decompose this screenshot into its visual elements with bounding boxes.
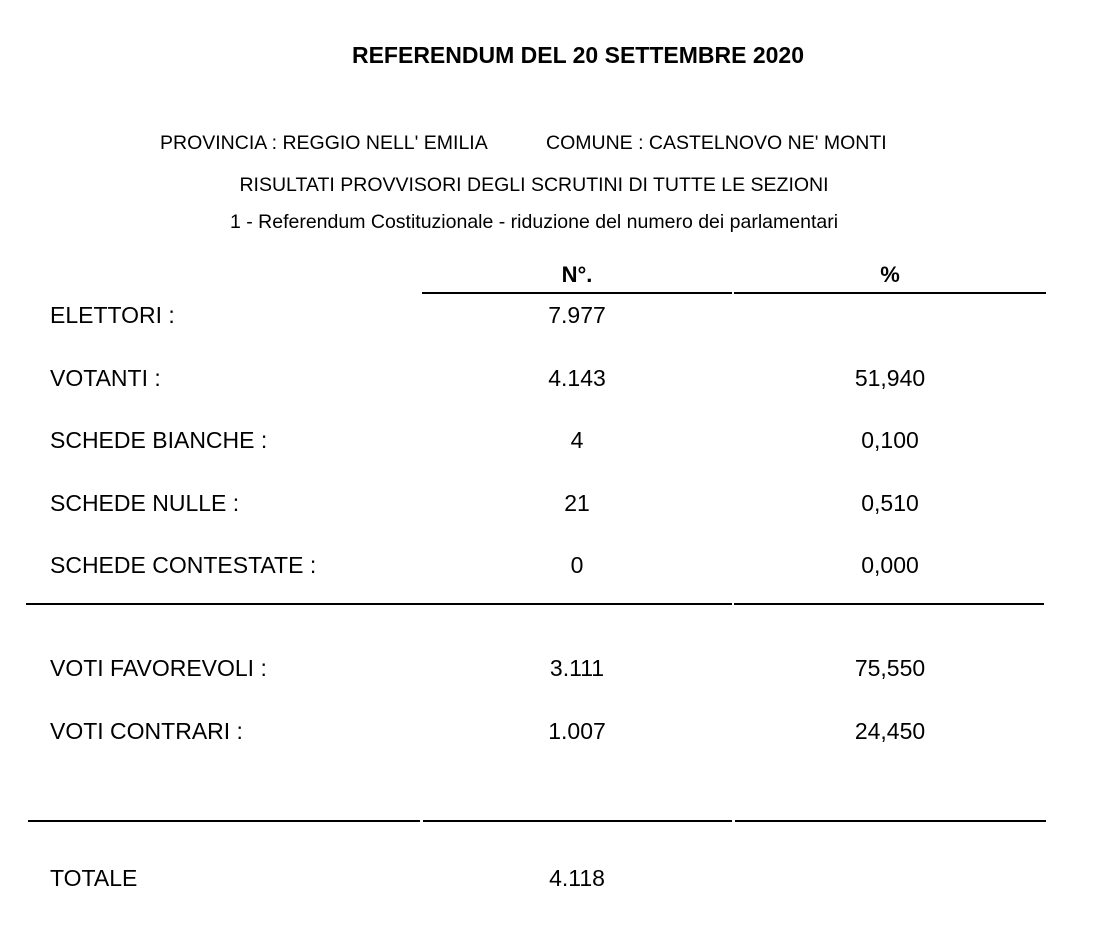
row-label: SCHEDE BIANCHE :: [50, 427, 268, 453]
total-label: TOTALE: [50, 865, 138, 891]
row-percent: 75,550: [854, 655, 926, 681]
row-number: 1.007: [548, 718, 606, 744]
total-rule-left: [28, 820, 420, 822]
column-header-percent: %: [880, 262, 900, 287]
row-number: 21: [564, 490, 590, 516]
row-number: 7.977: [548, 302, 606, 328]
quesito-label: 1 - Referendum Costituzionale - riduzione del numero dei parlamentari: [229, 211, 839, 233]
row-label: SCHEDE NULLE :: [50, 490, 240, 516]
row-percent: 0,100: [861, 427, 919, 453]
row-number: 4.143: [548, 365, 606, 391]
total-number: 4.118: [549, 865, 605, 891]
column-header-number: N°.: [561, 262, 593, 287]
row-percent: 51,940: [854, 365, 926, 391]
row-label: ELETTORI :: [50, 302, 175, 328]
separator-rule-right: [734, 603, 1044, 605]
row-number: 0: [570, 552, 584, 578]
row-percent: 24,450: [854, 718, 926, 744]
row-number: 3.111: [549, 655, 605, 681]
row-label: SCHEDE CONTESTATE :: [50, 552, 317, 578]
row-number: 4: [570, 427, 584, 453]
total-rule-middle: [423, 820, 732, 822]
header-rule-number: [422, 292, 732, 294]
header-rule-percent: [734, 292, 1046, 294]
row-percent: 0,510: [861, 490, 919, 516]
row-label: VOTI FAVOREVOLI :: [50, 655, 267, 681]
comune-label: COMUNE : CASTELNOVO NE' MONTI: [546, 132, 887, 154]
total-rule-right: [735, 820, 1046, 822]
separator-rule-left: [26, 603, 732, 605]
row-label: VOTI CONTRARI :: [50, 718, 243, 744]
risultati-label: RISULTATI PROVVISORI DEGLI SCRUTINI DI TUTTE LE SEZIONI: [239, 174, 829, 196]
row-label: VOTANTI :: [50, 365, 161, 391]
row-percent: 0,000: [861, 552, 919, 578]
provincia-label: PROVINCIA : REGGIO NELL' EMILIA: [160, 132, 488, 154]
page-title: REFERENDUM DEL 20 SETTEMBRE 2020: [351, 42, 804, 68]
